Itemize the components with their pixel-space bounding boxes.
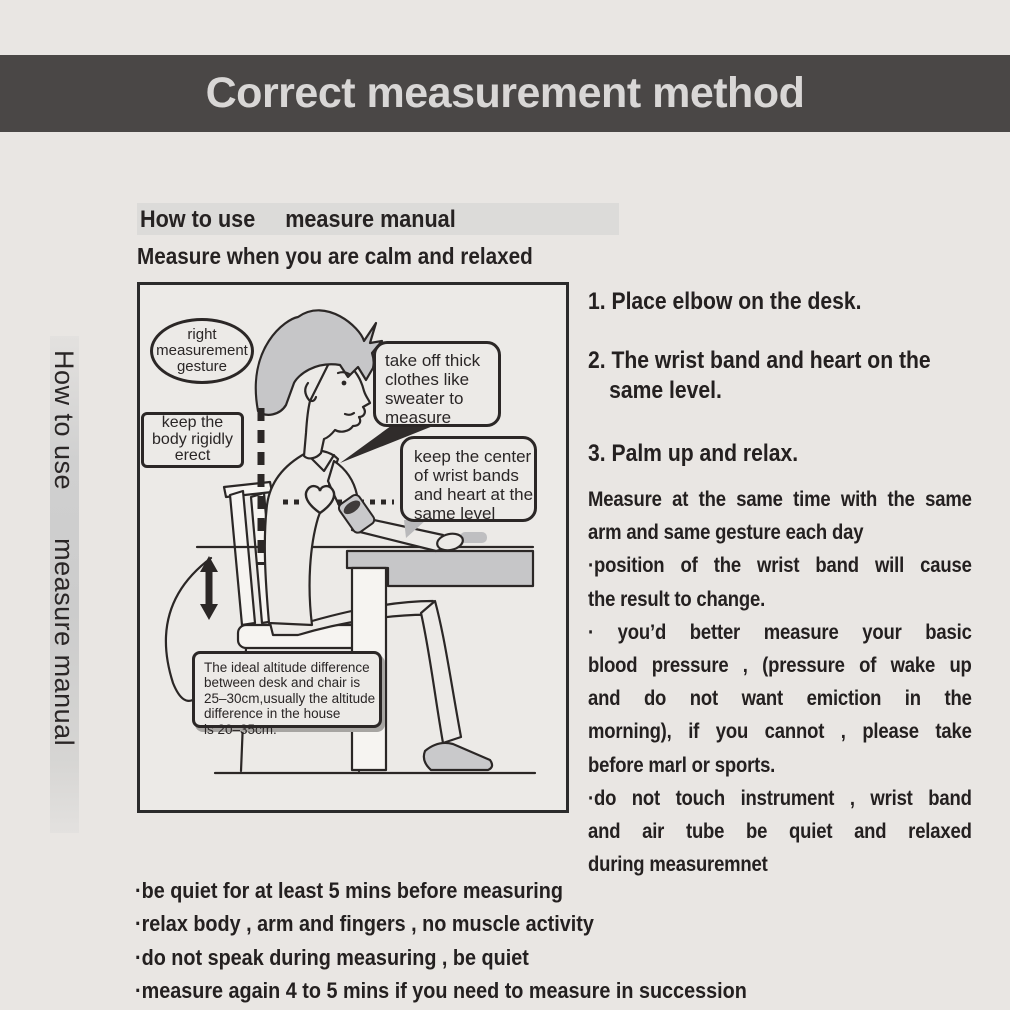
footer-bullet-list bbox=[135, 874, 807, 1008]
callout-line: of wrist bands bbox=[414, 466, 519, 486]
paragraph-line: ·position of the wrist band will cause bbox=[588, 554, 972, 578]
callout-line: and heart at the bbox=[414, 485, 534, 505]
callout-line: measurement bbox=[156, 342, 248, 360]
paragraph-line: · you’d better measure your basic bbox=[588, 620, 972, 644]
callout-body-erect bbox=[141, 412, 244, 468]
paragraph-line: and air tube be quiet and relaxed bbox=[588, 820, 972, 844]
callout-line: same level bbox=[414, 504, 496, 524]
callout-line: gesture bbox=[176, 357, 228, 375]
callout-line: measure bbox=[385, 408, 452, 428]
bullet-line: ·do not speak during measuring , be quiet bbox=[135, 944, 529, 970]
callout-line: is 20–35cm. bbox=[204, 721, 277, 737]
instruction-steps bbox=[588, 287, 972, 469]
callout-line: keep the center bbox=[414, 447, 532, 466]
illustration-panel bbox=[137, 282, 569, 813]
bullet-line: ·measure again 4 to 5 mins if you need to measure in succession bbox=[135, 978, 747, 1004]
callout-line: clothes like bbox=[385, 370, 470, 390]
callout-altitude-difference bbox=[192, 651, 382, 737]
callout-line: between desk and chair is bbox=[204, 675, 361, 691]
paragraph-line: ·do not touch instrument , wrist band bbox=[588, 786, 972, 810]
paragraph-line: arm and same gesture each day bbox=[588, 521, 864, 545]
callout-line: The ideal altitude difference bbox=[204, 660, 370, 675]
callout-line: sweater to bbox=[385, 389, 464, 409]
paragraph-line: and do not want emiction in the bbox=[588, 687, 972, 711]
callout-line: take off thick bbox=[385, 351, 481, 370]
callout-take-off-clothes bbox=[373, 341, 501, 427]
callout-wrist-heart-level bbox=[400, 436, 537, 522]
step-3: 3. Palm up and relax. bbox=[588, 440, 799, 467]
callout-line: 25–30cm,usually the altitude bbox=[204, 690, 376, 706]
vertical-sidebar-label: How to use measure manual bbox=[49, 350, 79, 747]
callout-right-gesture bbox=[150, 318, 254, 384]
callout-line: difference in the house bbox=[204, 706, 341, 722]
step-2-line-1: 2. The wrist band and heart on the bbox=[588, 347, 931, 374]
bullet-line: ·be quiet for at least 5 mins before measuring bbox=[135, 878, 564, 903]
page-title: Correct measurement method bbox=[205, 69, 805, 117]
paragraph-line: before marl or sports. bbox=[588, 753, 776, 777]
section-subheading: Measure when you are calm and relaxed bbox=[137, 243, 533, 269]
top-banner bbox=[0, 55, 1010, 132]
paragraph-line: blood pressure , (pressure of wake up bbox=[588, 654, 972, 678]
paragraph-line: during measuremnet bbox=[588, 853, 768, 877]
callout-line: keep the bbox=[161, 413, 224, 431]
section-heading: How to use measure manual bbox=[140, 206, 456, 233]
paragraph-line: the result to change. bbox=[588, 587, 766, 611]
callout-line: erect bbox=[174, 447, 211, 465]
bullet-line: ·relax body , arm and fingers , no muscle activity bbox=[135, 911, 594, 937]
eye bbox=[342, 381, 347, 386]
step-2-line-2: same level. bbox=[609, 377, 722, 404]
callout-line: right bbox=[187, 326, 217, 344]
paragraph-line: morning), if you cannot , please take bbox=[588, 720, 972, 744]
instruction-paragraphs bbox=[588, 483, 972, 881]
paragraph-line: Measure at the same time with the same bbox=[588, 488, 972, 511]
slipper bbox=[424, 743, 492, 770]
step-1: 1. Place elbow on the desk. bbox=[588, 288, 862, 315]
callout-line: body rigidly bbox=[152, 430, 233, 448]
